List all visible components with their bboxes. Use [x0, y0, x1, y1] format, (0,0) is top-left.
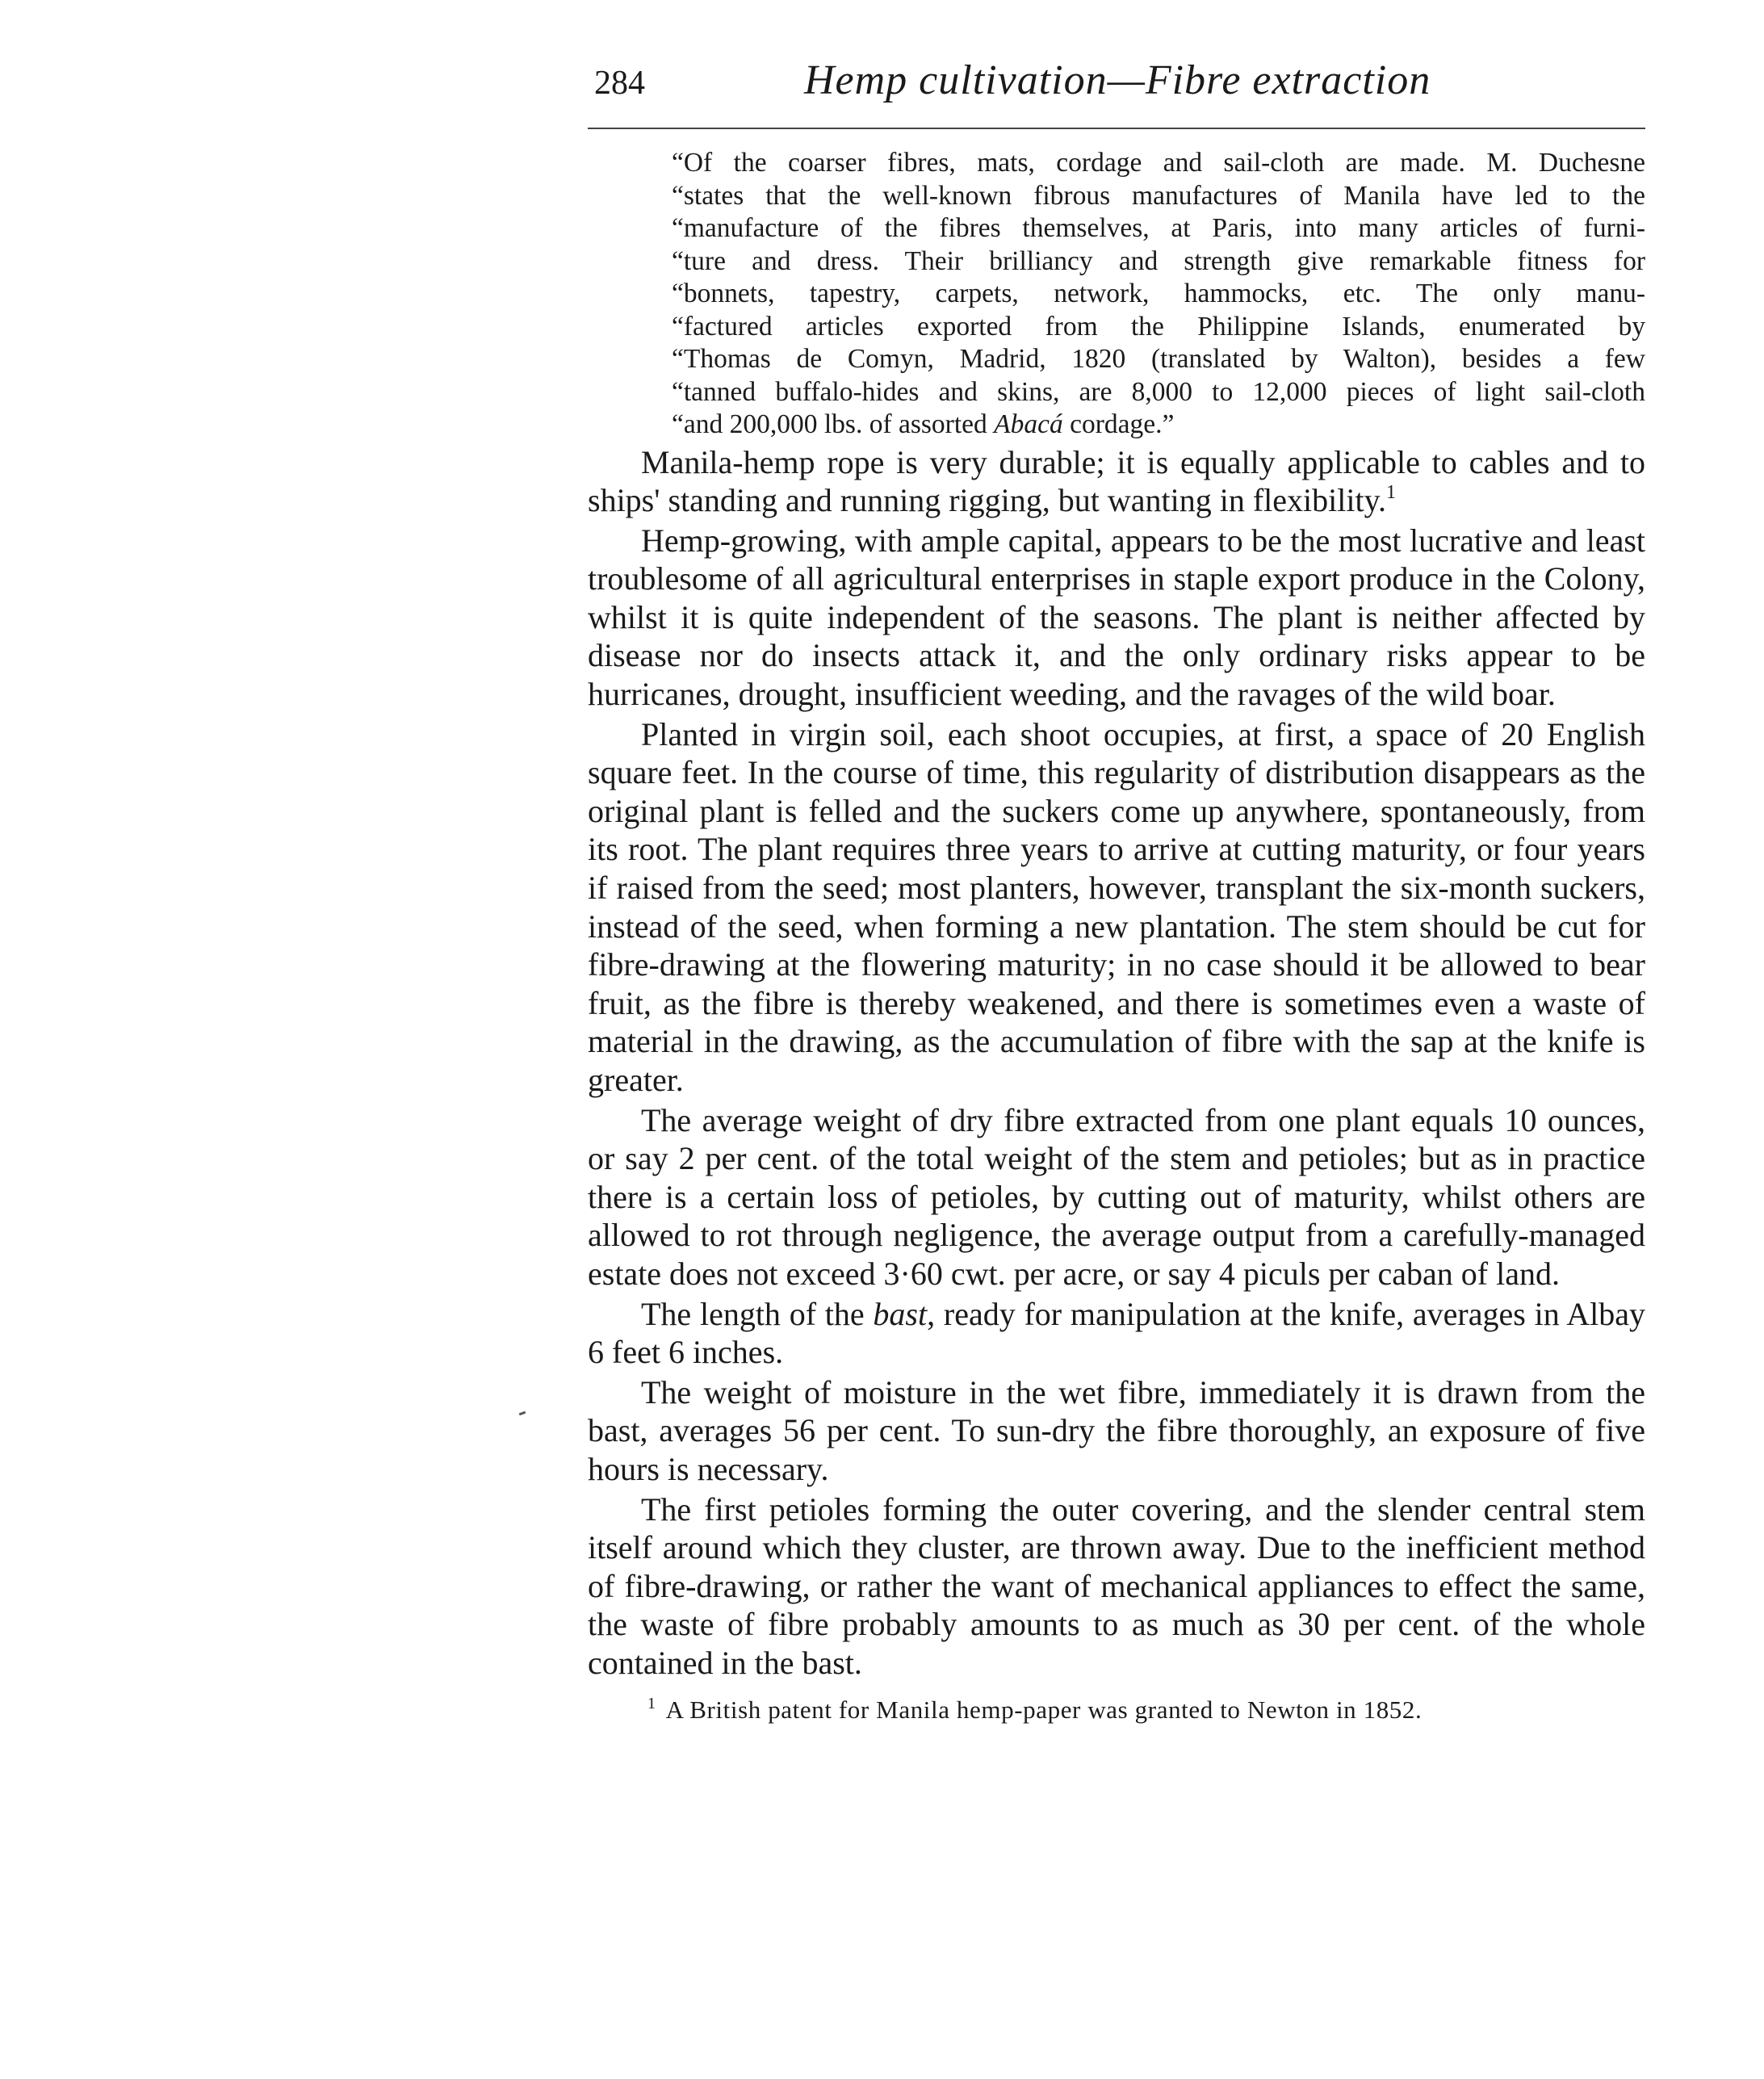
paragraph-moisture: The weight of moisture in the wet fibre, immediately it is drawn from the bast, averages 56 per cent. To sun-dry the fibre thoroughly, an exposure of five hours is necessary. — [588, 1373, 1645, 1487]
quote-line: “Thomas de Comyn, Madrid, 1820 (translated by Walton), besides a few — [672, 344, 1645, 374]
quote-line: “tanned buffalo-hides and skins, are 8,000 to 12,000 pieces of light sail-cloth — [672, 376, 1645, 407]
page-number: 284 — [594, 65, 645, 102]
quote-text: “and 200,000 lbs. of assorted — [672, 409, 995, 439]
running-head — [588, 57, 1645, 129]
paragraph-waste: The first petioles forming the outer covering, and the slender central stem itself around which they cluster, are thrown away. Due to the inefficient method of fibre-drawing, or rather the want of mechanical appliances to effect the same, the waste of fibre probably amounts to as much as 30 per cent. of the whole contained in the bast. — [588, 1490, 1645, 1681]
quote-line: “factured articles exported from the Philippine Islands, enumerated by — [672, 311, 1645, 342]
paragraph-italic-term: bast — [873, 1295, 928, 1332]
paragraph-text: , ready for manipulation at the knife, averages in Albay 6 feet 6 inches. — [588, 1295, 1646, 1371]
paragraph-fibre-weight: The average weight of dry fibre extracted from one plant equals 10 ounces, or say 2 per cent. of the total weight of the stem and petioles; but as in practice there is a certain loss of petioles, by cutting out of maturity, whilst others are allowed to rot through negligence, the average output from a carefully-managed estate does not exceed 3·60 cwt. per acre, or say 4 piculs per caban of land. — [588, 1101, 1645, 1292]
paragraph-bast-length — [588, 1295, 1645, 1372]
footnote — [588, 1694, 1645, 1726]
footnote-marker: 1 — [647, 1694, 656, 1712]
paragraph-text: Manila-hemp rope is very durable; it is equally applicable to cables and to ships' standing and running rigging, but wanting in flexibility. — [588, 443, 1645, 519]
quote-line-last — [672, 409, 1645, 442]
quote-text: cordage.” — [1062, 409, 1175, 439]
quote-line: “Of the coarser fibres, mats, cordage and sail-cloth are made. M. Duchesne — [672, 148, 1645, 178]
book-page — [588, 57, 1645, 1726]
paragraph-rope — [588, 443, 1645, 520]
quote-italic-term: Abacá — [994, 409, 1063, 439]
paragraph-planting: Planted in virgin soil, each shoot occupies, at first, a space of 20 English square feet. In the course of time, this regularity of distribution disappears as the original plant is felled and the suckers come up anywhere, spontaneously, from its root. The plant requires three years to arrive at cutting maturity, or four years if raised from the seed; most planters, however, transplant the six-month suckers, instead of the seed, when forming a new plantation. The stem should be cut for fibre-drawing at the flowering maturity; in no case should it be allowed to bear fruit, as the fibre is thereby weakened, and there is sometimes even a waste of material in the drawing, as the accumulation of fibre with the sap at the knife is greater. — [588, 715, 1645, 1098]
quote-line: “bonnets, tapestry, carpets, network, hammocks, etc. The only manu- — [672, 279, 1645, 308]
stray-ink-mark — [519, 1411, 526, 1416]
quote-line: “ture and dress. Their brilliancy and strength give remarkable fitness for — [672, 245, 1645, 276]
quote-line: “states that the well-known fibrous manufactures of Manila have led to the — [672, 180, 1645, 211]
block-quote — [588, 147, 1645, 442]
footnote-text: A British patent for Manila hemp-paper was granted to Newton in 1852. — [665, 1695, 1423, 1724]
footnote-reference: 1 — [1385, 482, 1396, 504]
quote-line: “manufacture of the fibres themselves, at Paris, into many articles of furni- — [672, 213, 1645, 243]
paragraph-hemp-growing: Hemp-growing, with ample capital, appears to be the most lucrative and least troublesome of all agricultural enterprises in staple export produce in the Colony, whilst it is quite independent of the seasons. The plant is neither affected by disease nor do insects attack it, and the only ordinary risks appear to be hurricanes, drought, insufficient weeding, and the ravages of the wild boar. — [588, 522, 1645, 713]
running-title: Hemp cultivation—Fibre extraction — [804, 57, 1431, 103]
paragraph-text: The length of the — [641, 1295, 874, 1332]
